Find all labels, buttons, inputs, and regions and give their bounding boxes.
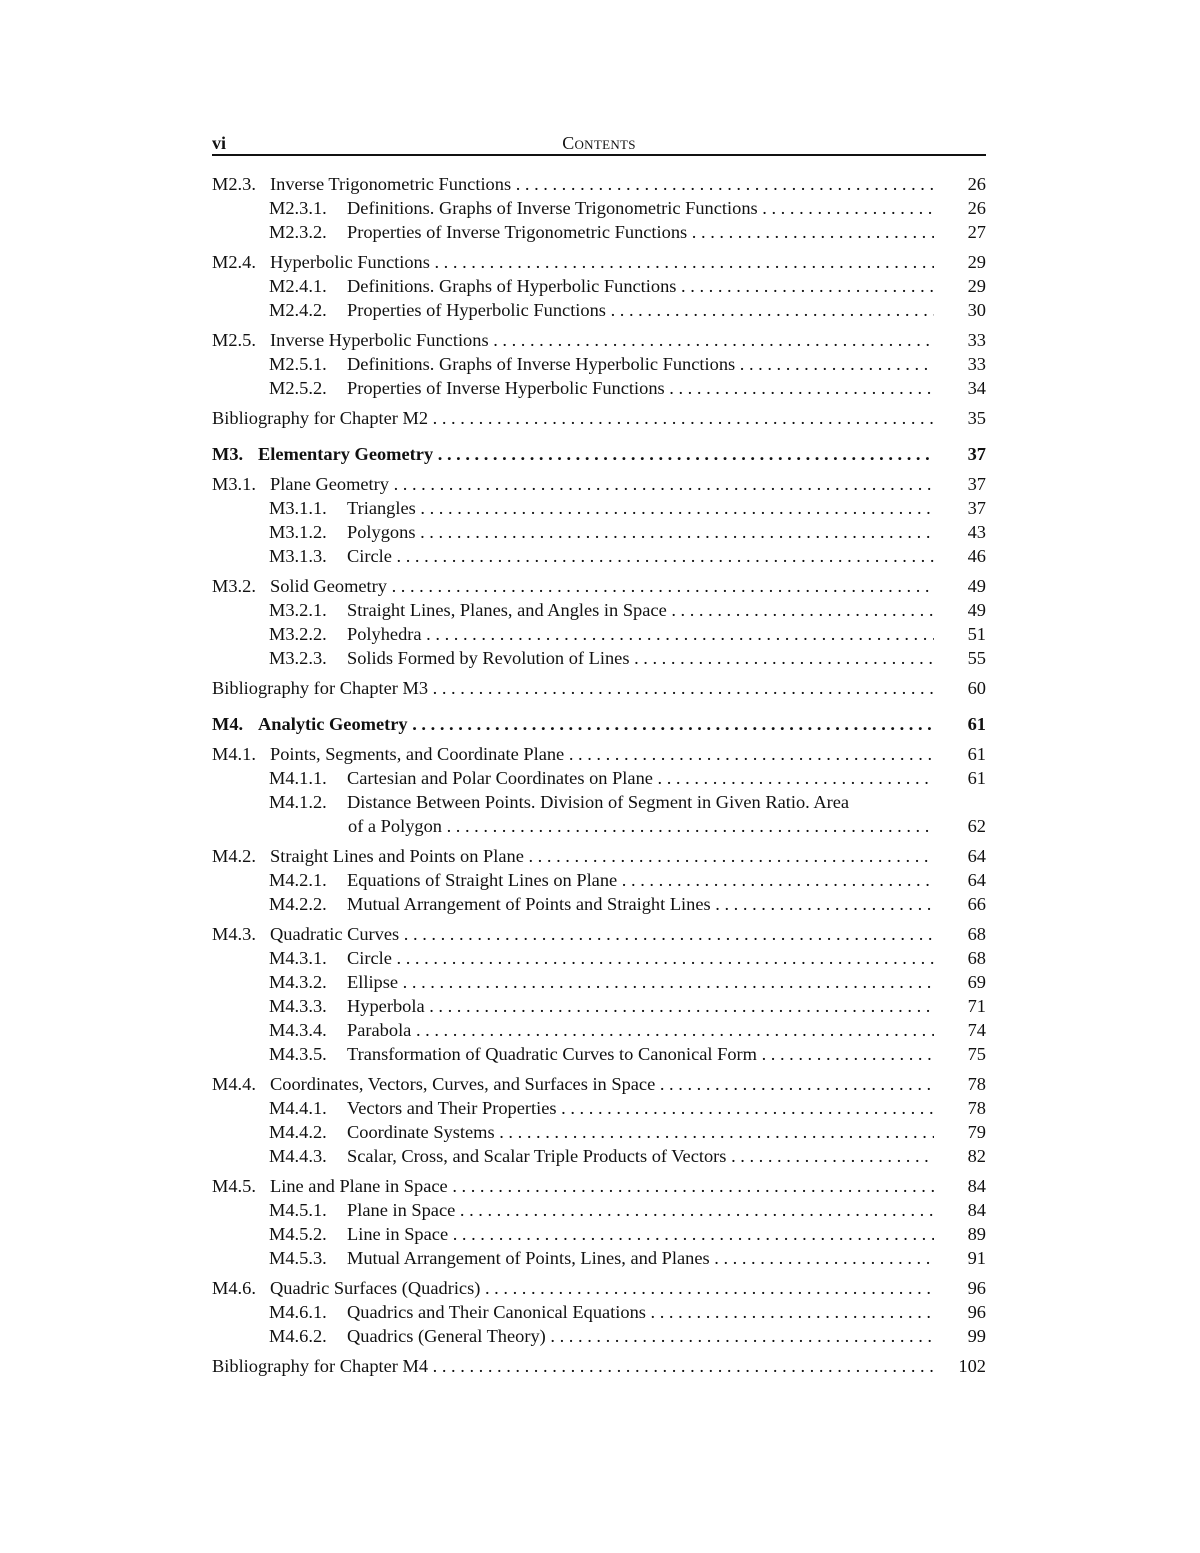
toc-title: Points, Segments, and Coordinate Plane (270, 744, 565, 764)
toc-number: M2.4.1. (269, 276, 327, 296)
toc-subsection[interactable] (212, 1144, 986, 1168)
toc-number: M4.1.2. (269, 792, 327, 812)
toc-title: Plane Geometry (270, 474, 389, 494)
table-of-contents (212, 172, 986, 1378)
toc-page: 99 (967, 1326, 986, 1346)
toc-page: 46 (967, 546, 986, 566)
toc-page: 66 (967, 894, 986, 914)
page-number: vi (212, 133, 227, 153)
toc-subsection[interactable] (212, 1198, 986, 1222)
toc-section[interactable] (212, 1276, 986, 1300)
toc-subsection[interactable] (212, 970, 986, 994)
toc-subsection[interactable] (212, 1018, 986, 1042)
toc-title: Hyperbolic Functions (270, 252, 430, 272)
toc-subsection[interactable] (212, 496, 986, 520)
toc-subsection[interactable] (212, 1222, 986, 1246)
toc-page: 89 (967, 1224, 986, 1244)
toc-section[interactable] (212, 844, 986, 868)
toc-number: M2.4. (212, 252, 256, 272)
toc-page: 37 (967, 498, 986, 518)
toc-subsection[interactable] (212, 598, 986, 622)
toc-page: 43 (967, 522, 986, 542)
toc-title: Line in Space (347, 1224, 449, 1244)
toc-title: Triangles (347, 498, 416, 518)
toc-subsection[interactable] (212, 868, 986, 892)
toc-page: 64 (967, 870, 986, 890)
toc-number: M2.5.1. (269, 354, 327, 374)
toc-title: Quadrics and Their Canonical Equations (347, 1302, 646, 1322)
toc-section[interactable] (212, 250, 986, 274)
toc-bibliography[interactable] (212, 676, 986, 700)
toc-page: 27 (967, 222, 986, 242)
toc-title: Coordinate Systems (347, 1122, 495, 1142)
toc-page: 84 (967, 1200, 986, 1220)
running-header (212, 130, 986, 156)
toc-section[interactable] (212, 172, 986, 196)
toc-subsection[interactable] (212, 766, 986, 790)
toc-page: 78 (967, 1074, 986, 1094)
toc-number: M4.2.2. (269, 894, 327, 914)
toc-number: M4.5.1. (269, 1200, 327, 1220)
toc-chapter[interactable] (212, 712, 986, 736)
toc-number: M4.6.1. (269, 1302, 327, 1322)
toc-section[interactable] (212, 922, 986, 946)
toc-title: Definitions. Graphs of Hyperbolic Functions (347, 276, 677, 296)
toc-page: 78 (967, 1098, 986, 1118)
toc-title: Properties of Inverse Trigonometric Functions (347, 222, 688, 242)
toc-title: Quadratic Curves (270, 924, 400, 944)
running-title: Contents (562, 133, 636, 153)
toc-bibliography[interactable] (212, 1354, 986, 1378)
toc-title: Quadrics (General Theory) (347, 1326, 546, 1346)
toc-subsection[interactable] (212, 790, 986, 814)
toc-page: 96 (967, 1278, 986, 1298)
toc-page: 79 (967, 1122, 986, 1142)
toc-number: M4.6.2. (269, 1326, 327, 1346)
toc-number: M2.5. (212, 330, 256, 350)
toc-number: M4.2.1. (269, 870, 327, 890)
toc-subsection[interactable] (212, 196, 986, 220)
toc-title: Equations of Straight Lines on Plane (347, 870, 618, 890)
toc-title: Inverse Trigonometric Functions (270, 174, 512, 194)
toc-number: M2.3. (212, 174, 256, 194)
toc-title: Straight Lines and Points on Plane (270, 846, 524, 866)
toc-page: 102 (958, 1356, 986, 1376)
toc-subsection[interactable] (212, 220, 986, 244)
toc-title: Hyperbola (347, 996, 425, 1016)
toc-page: 69 (967, 972, 986, 992)
toc-number: M3.1. (212, 474, 256, 494)
toc-title: Inverse Hyperbolic Functions (270, 330, 489, 350)
toc-number: M4.5. (212, 1176, 256, 1196)
toc-title: Coordinates, Vectors, Curves, and Surfaces in Space (270, 1074, 656, 1094)
toc-page: 33 (967, 354, 986, 374)
toc-title: Distance Between Points. Division of Segment in Given Ratio. Area (347, 792, 850, 812)
toc-number: M3.2.1. (269, 600, 327, 620)
toc-page: 51 (967, 624, 986, 644)
toc-number: M3.1.3. (269, 546, 327, 566)
toc-title: Vectors and Their Properties (347, 1098, 557, 1118)
toc-page: 49 (967, 576, 986, 596)
toc-number: M4.4.2. (269, 1122, 327, 1142)
toc-number: M4.3.2. (269, 972, 327, 992)
toc-number: M4.4.3. (269, 1146, 327, 1166)
toc-page: 68 (967, 924, 986, 944)
toc-title: Properties of Inverse Hyperbolic Functions (347, 378, 665, 398)
toc-number: M4.1. (212, 744, 256, 764)
toc-title: Line and Plane in Space (270, 1176, 448, 1196)
toc-number: M4.3. (212, 924, 256, 944)
toc-subsection[interactable] (212, 1096, 986, 1120)
toc-subsection[interactable] (212, 892, 986, 916)
toc-page: 75 (967, 1044, 986, 1064)
toc-page: 84 (967, 1176, 986, 1196)
toc-title: Analytic Geometry (258, 714, 408, 734)
toc-number: M2.3.1. (269, 198, 327, 218)
toc-title: Mutual Arrangement of Points, Lines, and Planes (347, 1248, 710, 1268)
toc-section[interactable] (212, 1174, 986, 1198)
toc-title: Bibliography for Chapter M2 (212, 408, 429, 428)
toc-title: Straight Lines, Planes, and Angles in Space (347, 600, 667, 620)
toc-page: 30 (967, 300, 986, 320)
toc-subsection[interactable] (212, 1120, 986, 1144)
toc-title: Definitions. Graphs of Inverse Trigonometric Functions (347, 198, 758, 218)
toc-subsection[interactable] (212, 622, 986, 646)
toc-title: Circle (347, 546, 392, 566)
toc-number: M4.5.2. (269, 1224, 327, 1244)
toc-title: Solids Formed by Revolution of Lines (347, 648, 630, 668)
toc-subsection[interactable] (212, 646, 986, 670)
toc-subsection[interactable] (212, 544, 986, 568)
toc-subsection[interactable] (212, 1042, 986, 1066)
toc-page: 62 (967, 816, 986, 836)
toc-number: M3.2.2. (269, 624, 327, 644)
toc-subsection[interactable] (212, 376, 986, 400)
toc-number: M4.3.1. (269, 948, 327, 968)
toc-page: 33 (967, 330, 986, 350)
toc-number: M3. (212, 444, 244, 464)
toc-subsection[interactable] (212, 352, 986, 376)
toc-section[interactable] (212, 574, 986, 598)
toc-section[interactable] (212, 472, 986, 496)
toc-number: M4.3.3. (269, 996, 327, 1016)
toc-number: M4.3.4. (269, 1020, 327, 1040)
toc-title: Polygons (347, 522, 416, 542)
toc-page: 71 (967, 996, 986, 1016)
toc-subsection[interactable] (212, 520, 986, 544)
toc-page: 91 (967, 1248, 986, 1268)
toc-section[interactable] (212, 328, 986, 352)
toc-title: Bibliography for Chapter M3 (212, 678, 429, 698)
toc-page: 82 (967, 1146, 986, 1166)
toc-page: 61 (967, 714, 986, 734)
toc-title: of a Polygon (348, 816, 442, 836)
toc-subsection[interactable] (212, 1300, 986, 1324)
toc-subsection[interactable] (212, 994, 986, 1018)
toc-page: 60 (967, 678, 986, 698)
toc-title: Parabola (347, 1020, 412, 1040)
toc-title: Mutual Arrangement of Points and Straight Lines (347, 894, 711, 914)
toc-number: M4. (212, 714, 244, 734)
toc-number: M3.2. (212, 576, 256, 596)
toc-number: M2.3.2. (269, 222, 327, 242)
toc-page: 26 (967, 174, 986, 194)
toc-subsection-continuation[interactable] (212, 814, 986, 838)
toc-number: M4.5.3. (269, 1248, 327, 1268)
toc-title: Cartesian and Polar Coordinates on Plane (347, 768, 653, 788)
toc-title: Ellipse (347, 972, 399, 992)
toc-page: 37 (967, 444, 986, 464)
toc-subsection[interactable] (212, 274, 986, 298)
toc-page: 26 (967, 198, 986, 218)
toc-page: 74 (967, 1020, 986, 1040)
toc-page: 29 (967, 276, 986, 296)
toc-page: 61 (967, 744, 986, 764)
toc-page: 96 (967, 1302, 986, 1322)
toc-title: Elementary Geometry (258, 444, 434, 464)
toc-page: 29 (967, 252, 986, 272)
toc-bibliography[interactable] (212, 406, 986, 430)
toc-subsection[interactable] (212, 946, 986, 970)
toc-title: Circle (347, 948, 392, 968)
toc-number: M2.5.2. (269, 378, 327, 398)
toc-subsection[interactable] (212, 298, 986, 322)
toc-number: M4.4. (212, 1074, 256, 1094)
toc-number: M3.1.2. (269, 522, 327, 542)
toc-page: 37 (967, 474, 986, 494)
toc-title: Properties of Hyperbolic Functions (347, 300, 606, 320)
toc-title: Plane in Space (347, 1200, 456, 1220)
toc-number: M4.1.1. (269, 768, 327, 788)
toc-page: 61 (967, 768, 986, 788)
toc-page: 49 (967, 600, 986, 620)
toc-number: M3.1.1. (269, 498, 327, 518)
toc-page: 64 (967, 846, 986, 866)
toc-title: Transformation of Quadratic Curves to Canonical Form (347, 1044, 757, 1064)
toc-chapter[interactable] (212, 442, 986, 466)
toc-title: Definitions. Graphs of Inverse Hyperbolic Functions (347, 354, 736, 374)
toc-page: 55 (967, 648, 986, 668)
toc-page: 35 (967, 408, 986, 428)
toc-title: Bibliography for Chapter M4 (212, 1356, 429, 1376)
toc-number: M4.4.1. (269, 1098, 327, 1118)
toc-title: Solid Geometry (270, 576, 387, 596)
toc-number: M2.4.2. (269, 300, 327, 320)
toc-number: M4.3.5. (269, 1044, 327, 1064)
toc-page: 68 (967, 948, 986, 968)
toc-title: Polyhedra (347, 624, 422, 644)
toc-title: Quadric Surfaces (Quadrics) (270, 1278, 481, 1298)
toc-number: M3.2.3. (269, 648, 327, 668)
toc-number: M4.2. (212, 846, 256, 866)
toc-section[interactable] (212, 742, 986, 766)
toc-section[interactable] (212, 1072, 986, 1096)
toc-subsection[interactable] (212, 1246, 986, 1270)
toc-title: Scalar, Cross, and Scalar Triple Products of Vectors (347, 1146, 727, 1166)
toc-subsection[interactable] (212, 1324, 986, 1348)
toc-number: M4.6. (212, 1278, 256, 1298)
toc-page: 34 (967, 378, 986, 398)
